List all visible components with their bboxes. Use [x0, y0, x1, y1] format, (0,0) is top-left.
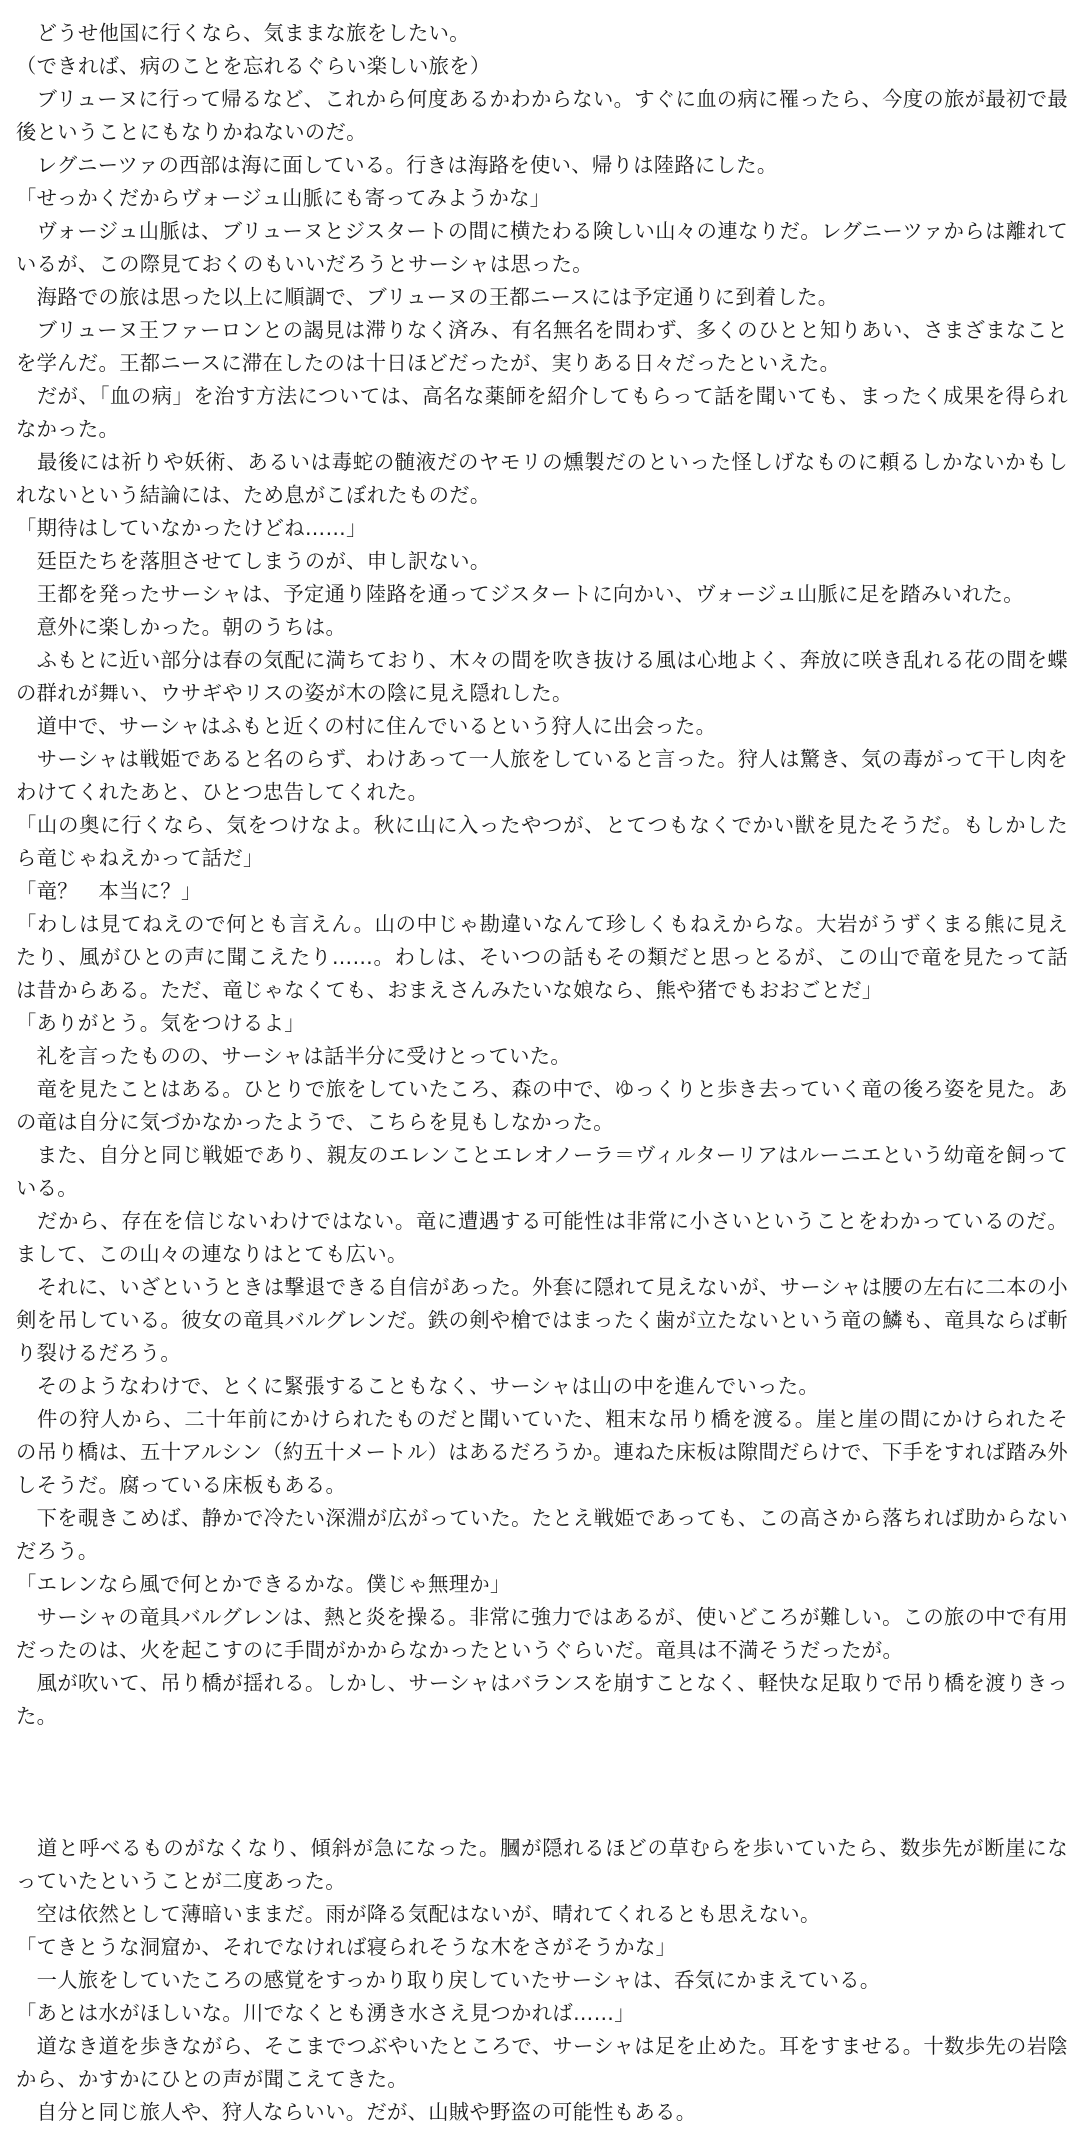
paragraph: 礼を言ったものの、サーシャは話半分に受けとっていた。	[16, 1044, 572, 1068]
paragraph: 王都を発ったサーシャは、予定通り陸路を通ってジスタートに向かい、ヴォージュ山脈に足を踏みいれた。	[16, 582, 1024, 606]
paragraph: 廷臣たちを落胆させてしまうのが、申し訳ない。	[16, 549, 491, 573]
paragraph: どうせ他国に行くなら、気ままな旅をしたい。	[16, 21, 470, 45]
paragraph: 「てきとうな洞窟か、それでなければ寝られそうな木をさがそうかな」	[16, 1935, 677, 1959]
paragraph: レグニーツァの西部は海に面している。行きは海路を使い、帰りは陸路にした。	[16, 153, 778, 177]
paragraph: 「ありがとう。気をつけるよ」	[16, 1011, 305, 1035]
paragraph: 最後には祈りや妖術、あるいは毒蛇の髄液だのヤモリの燻製だのといった怪しげなものに頼るしかないかもしれないという結論には、ため息がこぼれたものだ。	[16, 450, 1068, 507]
paragraph: それに、いざというときは撃退できる自信があった。外套に隠れて見えないが、サーシャは腰の左右に二本の小剣を吊している。彼女の竜具バルグレンだ。鉄の剣や槍ではまったく歯が立たないという竜の鱗も、竜具ならば斬り裂けるだろう。	[16, 1275, 1068, 1365]
paragraph: 下を覗きこめば、静かで冷たい深淵が広がっていた。たとえ戦姫であっても、この高さから落ちれば助からないだろう。	[16, 1506, 1068, 1563]
paragraph: 道中で、サーシャはふもと近くの村に住んでいるという狩人に出会った。	[16, 714, 717, 738]
paragraph: 件の狩人から、二十年前にかけられたものだと聞いていた、粗末な吊り橋を渡る。崖と崖の間にかけられたその吊り橋は、五十アルシン（約五十メートル）はあるだろうか。連ねた床板は隙間だらけで、下手をすれば踏み外しそうだ。腐っている床板もある。	[16, 1407, 1068, 1497]
paragraph: サーシャは戦姫であると名のらず、わけあって一人旅をしていると言った。狩人は驚き、気の毒がって干し肉をわけてくれたあと、ひとつ忠告してくれた。	[16, 747, 1068, 804]
paragraph: 「あとは水がほしいな。川でなくとも湧き水さえ見つかれば……」	[16, 2001, 635, 2025]
paragraph: 「わしは見てねえので何とも言えん。山の中じゃ勘違いなんて珍しくもねえからな。大岩がうずくまる熊に見えたり、風がひとの声に聞こえたり……。わしは、そいつの話もその類だと思っとるが、この山で竜を見たって話は昔からある。ただ、竜じゃなくても、おまえさんみたいな娘なら、熊や猪でもおおごとだ」	[16, 912, 1068, 1002]
paragraph: 意外に楽しかった。朝のうちは。	[16, 615, 347, 639]
paragraph: ヴォージュ山脈は、ブリューヌとジスタートの間に横たわる険しい山々の連なりだ。レグニーツァからは離れているが、この際見ておくのもいいだろうとサーシャは思った。	[16, 219, 1068, 276]
novel-page	[16, 17, 1068, 2129]
paragraph: 一人旅をしていたころの感覚をすっかり取り戻していたサーシャは、呑気にかまえている。	[16, 1968, 881, 1992]
paragraph: ふもとに近い部分は春の気配に満ちており、木々の間を吹き抜ける風は心地よく、奔放に咲き乱れる花の間を蝶の群れが舞い、ウサギやリスの姿が木の陰に見え隠れした。	[16, 648, 1068, 705]
paragraph: 「エレンなら風で何とかできるかな。僕じゃ無理か」	[16, 1572, 511, 1596]
paragraph: ブリューヌに行って帰るなど、これから何度あるかわからない。すぐに血の病に罹ったら、今度の旅が最初で最後ということにもなりかねないのだ。	[16, 87, 1068, 144]
paragraph: サーシャの竜具バルグレンは、熱と炎を操る。非常に強力ではあるが、使いどころが難しい。この旅の中で有用だったのは、火を起こすのに手間がかからなかったというぐらいだ。竜具は不満そうだったが。	[16, 1605, 1068, 1662]
paragraph: 「竜？ 本当に？」	[16, 879, 202, 903]
paragraph: （できれば、病のことを忘れるぐらい楽しい旅を）	[16, 54, 491, 78]
paragraph: そのようなわけで、とくに緊張することもなく、サーシャは山の中を進んでいった。	[16, 1374, 819, 1398]
paragraph: 竜を見たことはある。ひとりで旅をしていたころ、森の中で、ゆっくりと歩き去っていく竜の後ろ姿を見た。あの竜は自分に気づかなかったようで、こちらを見もしなかった。	[16, 1077, 1068, 1134]
paragraph: ブリューヌ王ファーロンとの謁見は滞りなく済み、有名無名を問わず、多くのひとと知りあい、さまざまなことを学んだ。王都ニースに滞在したのは十日ほどだったが、実りある日々だったといえた。	[16, 318, 1068, 375]
paragraph: 道と呼べるものがなくなり、傾斜が急になった。膕が隠れるほどの草むらを歩いていたら、数歩先が断崖になっていたということが二度あった。	[16, 1836, 1068, 1893]
paragraph: だから、存在を信じないわけではない。竜に遭遇する可能性は非常に小さいということをわかっているのだ。まして、この山々の連なりはとても広い。	[16, 1209, 1068, 1266]
paragraph: 風が吹いて、吊り橋が揺れる。しかし、サーシャはバランスを崩すことなく、軽快な足取りで吊り橋を渡りきった。	[16, 1671, 1068, 1728]
paragraph: 海路での旅は思った以上に順調で、ブリューヌの王都ニースには予定通りに到着した。	[16, 285, 839, 309]
paragraph: 「期待はしていなかったけどね……」	[16, 516, 367, 540]
scene-break	[16, 1733, 1068, 1832]
paragraph: だが、「血の病」を治す方法については、高名な薬師を紹介してもらって話を聞いても、まったく成果を得られなかった。	[16, 384, 1068, 441]
paragraph: 自分と同じ旅人や、狩人ならいい。だが、山賊や野盗の可能性もある。	[16, 2100, 697, 2124]
paragraph: 道なき道を歩きながら、そこまでつぶやいたところで、サーシャは足を止めた。耳をすませる。十数歩先の岩陰から、かすかにひとの声が聞こえてきた。	[16, 2034, 1068, 2091]
paragraph: 「せっかくだからヴォージュ山脈にも寄ってみようかな」	[16, 186, 551, 210]
paragraph: また、自分と同じ戦姫であり、親友のエレンことエレオノーラ＝ヴィルターリアはルーニエという幼竜を飼っている。	[16, 1143, 1068, 1200]
paragraph: 「山の奥に行くなら、気をつけなよ。秋に山に入ったやつが、とてつもなくでかい獣を見たそうだ。もしかしたら竜じゃねえかって話だ」	[16, 813, 1068, 870]
paragraph: 空は依然として薄暗いままだ。雨が降る気配はないが、晴れてくれるとも思えない。	[16, 1902, 821, 1926]
